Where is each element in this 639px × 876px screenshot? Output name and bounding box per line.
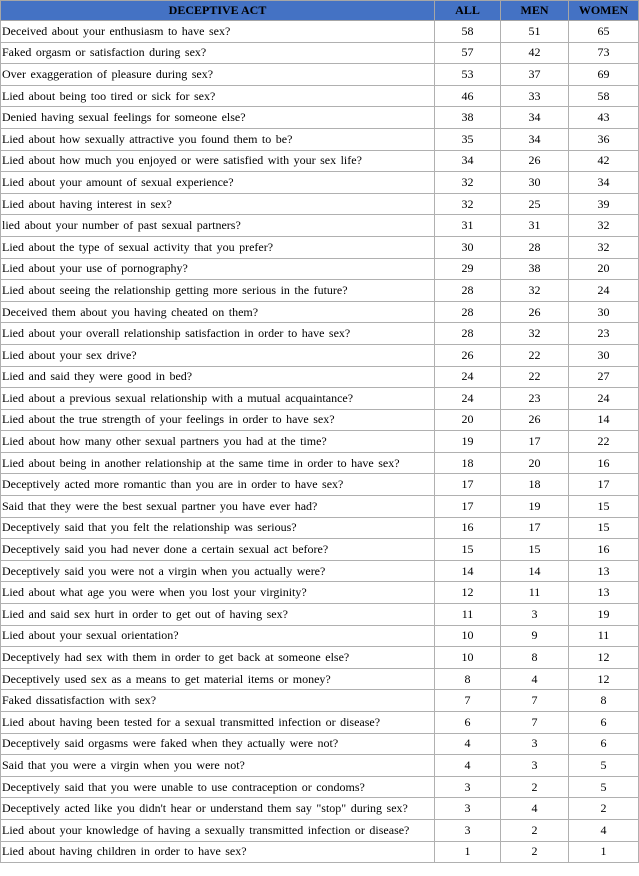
all-cell: 3 xyxy=(435,798,501,820)
men-cell: 22 xyxy=(501,366,569,388)
table-row xyxy=(1,582,639,604)
table-row xyxy=(1,258,639,280)
women-cell: 36 xyxy=(569,128,639,150)
table-row xyxy=(1,215,639,237)
women-cell: 30 xyxy=(569,301,639,323)
table-row xyxy=(1,668,639,690)
table-row xyxy=(1,712,639,734)
table-row xyxy=(1,388,639,410)
men-cell: 31 xyxy=(501,215,569,237)
women-cell: 11 xyxy=(569,625,639,647)
men-cell: 4 xyxy=(501,668,569,690)
act-cell: Deceptively had sex with them in order to get back at someone else? xyxy=(1,647,435,669)
men-cell: 3 xyxy=(501,755,569,777)
women-cell: 13 xyxy=(569,582,639,604)
table-row xyxy=(1,755,639,777)
all-cell: 46 xyxy=(435,85,501,107)
act-cell: Deceived them about you having cheated on them? xyxy=(1,301,435,323)
act-cell: Lied about what age you were when you lost your virginity? xyxy=(1,582,435,604)
table-row xyxy=(1,172,639,194)
women-cell: 58 xyxy=(569,85,639,107)
women-cell: 16 xyxy=(569,452,639,474)
women-cell: 13 xyxy=(569,560,639,582)
men-cell: 38 xyxy=(501,258,569,280)
women-cell: 42 xyxy=(569,150,639,172)
act-cell: Lied about being in another relationship at the same time in order to have sex? xyxy=(1,452,435,474)
women-cell: 27 xyxy=(569,366,639,388)
act-cell: Lied about how much you enjoyed or were satisfied with your sex life? xyxy=(1,150,435,172)
men-cell: 7 xyxy=(501,690,569,712)
men-cell: 34 xyxy=(501,128,569,150)
table-row xyxy=(1,107,639,129)
all-cell: 28 xyxy=(435,323,501,345)
men-cell: 32 xyxy=(501,280,569,302)
act-cell: Denied having sexual feelings for someone else? xyxy=(1,107,435,129)
women-cell: 2 xyxy=(569,798,639,820)
women-cell: 24 xyxy=(569,388,639,410)
header-men: MEN xyxy=(501,1,569,21)
all-cell: 57 xyxy=(435,42,501,64)
all-cell: 30 xyxy=(435,236,501,258)
all-cell: 31 xyxy=(435,215,501,237)
men-cell: 4 xyxy=(501,798,569,820)
table-row xyxy=(1,193,639,215)
table-row xyxy=(1,236,639,258)
table-row xyxy=(1,21,639,43)
table-row xyxy=(1,366,639,388)
men-cell: 32 xyxy=(501,323,569,345)
women-cell: 22 xyxy=(569,431,639,453)
men-cell: 34 xyxy=(501,107,569,129)
act-cell: Deceptively acted more romantic than you are in order to have sex? xyxy=(1,474,435,496)
table-row xyxy=(1,323,639,345)
table-row xyxy=(1,647,639,669)
men-cell: 19 xyxy=(501,496,569,518)
act-cell: Lied about being too tired or sick for sex? xyxy=(1,85,435,107)
act-cell: Faked orgasm or satisfaction during sex? xyxy=(1,42,435,64)
act-cell: lied about your number of past sexual partners? xyxy=(1,215,435,237)
act-cell: Lied about your knowledge of having a sexually transmitted infection or disease? xyxy=(1,819,435,841)
act-cell: Deceived about your enthusiasm to have sex? xyxy=(1,21,435,43)
act-cell: Deceptively used sex as a means to get material items or money? xyxy=(1,668,435,690)
table-row xyxy=(1,452,639,474)
women-cell: 16 xyxy=(569,539,639,561)
act-cell: Deceptively said orgasms were faked when they actually were not? xyxy=(1,733,435,755)
all-cell: 35 xyxy=(435,128,501,150)
act-cell: Deceptively said that you felt the relationship was serious? xyxy=(1,517,435,539)
table-row xyxy=(1,301,639,323)
act-cell: Deceptively acted like you didn't hear or understand them say "stop" during sex? xyxy=(1,798,435,820)
table-row xyxy=(1,539,639,561)
table-row xyxy=(1,496,639,518)
women-cell: 39 xyxy=(569,193,639,215)
all-cell: 32 xyxy=(435,172,501,194)
all-cell: 18 xyxy=(435,452,501,474)
women-cell: 12 xyxy=(569,647,639,669)
women-cell: 20 xyxy=(569,258,639,280)
women-cell: 8 xyxy=(569,690,639,712)
all-cell: 12 xyxy=(435,582,501,604)
all-cell: 24 xyxy=(435,388,501,410)
men-cell: 11 xyxy=(501,582,569,604)
act-cell: Lied and said sex hurt in order to get out of having sex? xyxy=(1,604,435,626)
table-row xyxy=(1,85,639,107)
all-cell: 32 xyxy=(435,193,501,215)
act-cell: Said that you were a virgin when you were not? xyxy=(1,755,435,777)
all-cell: 24 xyxy=(435,366,501,388)
men-cell: 18 xyxy=(501,474,569,496)
men-cell: 15 xyxy=(501,539,569,561)
all-cell: 4 xyxy=(435,755,501,777)
all-cell: 7 xyxy=(435,690,501,712)
women-cell: 43 xyxy=(569,107,639,129)
table-row xyxy=(1,604,639,626)
women-cell: 14 xyxy=(569,409,639,431)
all-cell: 16 xyxy=(435,517,501,539)
men-cell: 37 xyxy=(501,64,569,86)
header-deceptive-act: DECEPTIVE ACT xyxy=(1,1,435,21)
act-cell: Deceptively said you had never done a certain sexual act before? xyxy=(1,539,435,561)
men-cell: 8 xyxy=(501,647,569,669)
all-cell: 11 xyxy=(435,604,501,626)
table-row xyxy=(1,690,639,712)
men-cell: 51 xyxy=(501,21,569,43)
all-cell: 20 xyxy=(435,409,501,431)
act-cell: Lied about your sexual orientation? xyxy=(1,625,435,647)
act-cell: Lied about how many other sexual partners you had at the time? xyxy=(1,431,435,453)
women-cell: 32 xyxy=(569,215,639,237)
men-cell: 26 xyxy=(501,301,569,323)
all-cell: 53 xyxy=(435,64,501,86)
table-row xyxy=(1,798,639,820)
all-cell: 58 xyxy=(435,21,501,43)
act-cell: Faked dissatisfaction with sex? xyxy=(1,690,435,712)
men-cell: 42 xyxy=(501,42,569,64)
table-row xyxy=(1,344,639,366)
men-cell: 3 xyxy=(501,604,569,626)
act-cell: Lied about having children in order to have sex? xyxy=(1,841,435,863)
all-cell: 3 xyxy=(435,776,501,798)
header-row xyxy=(1,1,639,21)
all-cell: 19 xyxy=(435,431,501,453)
women-cell: 6 xyxy=(569,733,639,755)
women-cell: 24 xyxy=(569,280,639,302)
table-row xyxy=(1,819,639,841)
table-row xyxy=(1,150,639,172)
act-cell: Lied about your amount of sexual experience? xyxy=(1,172,435,194)
table-row xyxy=(1,431,639,453)
men-cell: 17 xyxy=(501,517,569,539)
women-cell: 34 xyxy=(569,172,639,194)
men-cell: 3 xyxy=(501,733,569,755)
women-cell: 5 xyxy=(569,755,639,777)
all-cell: 6 xyxy=(435,712,501,734)
men-cell: 14 xyxy=(501,560,569,582)
table-row xyxy=(1,280,639,302)
men-cell: 26 xyxy=(501,150,569,172)
table-row xyxy=(1,42,639,64)
table-row xyxy=(1,474,639,496)
women-cell: 1 xyxy=(569,841,639,863)
men-cell: 9 xyxy=(501,625,569,647)
act-cell: Lied about your use of pornography? xyxy=(1,258,435,280)
men-cell: 2 xyxy=(501,841,569,863)
all-cell: 10 xyxy=(435,647,501,669)
act-cell: Lied about the type of sexual activity that you prefer? xyxy=(1,236,435,258)
men-cell: 26 xyxy=(501,409,569,431)
table-row xyxy=(1,841,639,863)
table-body xyxy=(1,21,639,863)
table-row xyxy=(1,733,639,755)
men-cell: 2 xyxy=(501,819,569,841)
act-cell: Lied and said they were good in bed? xyxy=(1,366,435,388)
women-cell: 32 xyxy=(569,236,639,258)
act-cell: Deceptively said you were not a virgin when you actually were? xyxy=(1,560,435,582)
all-cell: 15 xyxy=(435,539,501,561)
all-cell: 26 xyxy=(435,344,501,366)
men-cell: 17 xyxy=(501,431,569,453)
table-row xyxy=(1,560,639,582)
all-cell: 3 xyxy=(435,819,501,841)
header-all: ALL xyxy=(435,1,501,21)
table-row xyxy=(1,409,639,431)
women-cell: 5 xyxy=(569,776,639,798)
men-cell: 7 xyxy=(501,712,569,734)
all-cell: 8 xyxy=(435,668,501,690)
act-cell: Said that they were the best sexual partner you have ever had? xyxy=(1,496,435,518)
all-cell: 28 xyxy=(435,280,501,302)
all-cell: 34 xyxy=(435,150,501,172)
women-cell: 4 xyxy=(569,819,639,841)
act-cell: Lied about your overall relationship satisfaction in order to have sex? xyxy=(1,323,435,345)
act-cell: Lied about a previous sexual relationship with a mutual acquaintance? xyxy=(1,388,435,410)
women-cell: 19 xyxy=(569,604,639,626)
men-cell: 28 xyxy=(501,236,569,258)
women-cell: 69 xyxy=(569,64,639,86)
act-cell: Deceptively said that you were unable to use contraception or condoms? xyxy=(1,776,435,798)
act-cell: Lied about the true strength of your feelings in order to have sex? xyxy=(1,409,435,431)
table-row xyxy=(1,625,639,647)
women-cell: 30 xyxy=(569,344,639,366)
women-cell: 15 xyxy=(569,496,639,518)
act-cell: Lied about having interest in sex? xyxy=(1,193,435,215)
women-cell: 17 xyxy=(569,474,639,496)
all-cell: 29 xyxy=(435,258,501,280)
all-cell: 14 xyxy=(435,560,501,582)
men-cell: 30 xyxy=(501,172,569,194)
header-women: WOMEN xyxy=(569,1,639,21)
women-cell: 15 xyxy=(569,517,639,539)
men-cell: 23 xyxy=(501,388,569,410)
all-cell: 4 xyxy=(435,733,501,755)
table-row xyxy=(1,64,639,86)
men-cell: 20 xyxy=(501,452,569,474)
men-cell: 33 xyxy=(501,85,569,107)
women-cell: 12 xyxy=(569,668,639,690)
table-row xyxy=(1,776,639,798)
act-cell: Lied about seeing the relationship getting more serious in the future? xyxy=(1,280,435,302)
act-cell: Lied about your sex drive? xyxy=(1,344,435,366)
all-cell: 17 xyxy=(435,474,501,496)
all-cell: 28 xyxy=(435,301,501,323)
women-cell: 73 xyxy=(569,42,639,64)
women-cell: 65 xyxy=(569,21,639,43)
act-cell: Lied about how sexually attractive you found them to be? xyxy=(1,128,435,150)
women-cell: 23 xyxy=(569,323,639,345)
men-cell: 22 xyxy=(501,344,569,366)
act-cell: Over exaggeration of pleasure during sex? xyxy=(1,64,435,86)
all-cell: 1 xyxy=(435,841,501,863)
act-cell: Lied about having been tested for a sexual transmitted infection or disease? xyxy=(1,712,435,734)
men-cell: 25 xyxy=(501,193,569,215)
table-row xyxy=(1,128,639,150)
all-cell: 17 xyxy=(435,496,501,518)
men-cell: 2 xyxy=(501,776,569,798)
all-cell: 38 xyxy=(435,107,501,129)
women-cell: 6 xyxy=(569,712,639,734)
table-row xyxy=(1,517,639,539)
all-cell: 10 xyxy=(435,625,501,647)
